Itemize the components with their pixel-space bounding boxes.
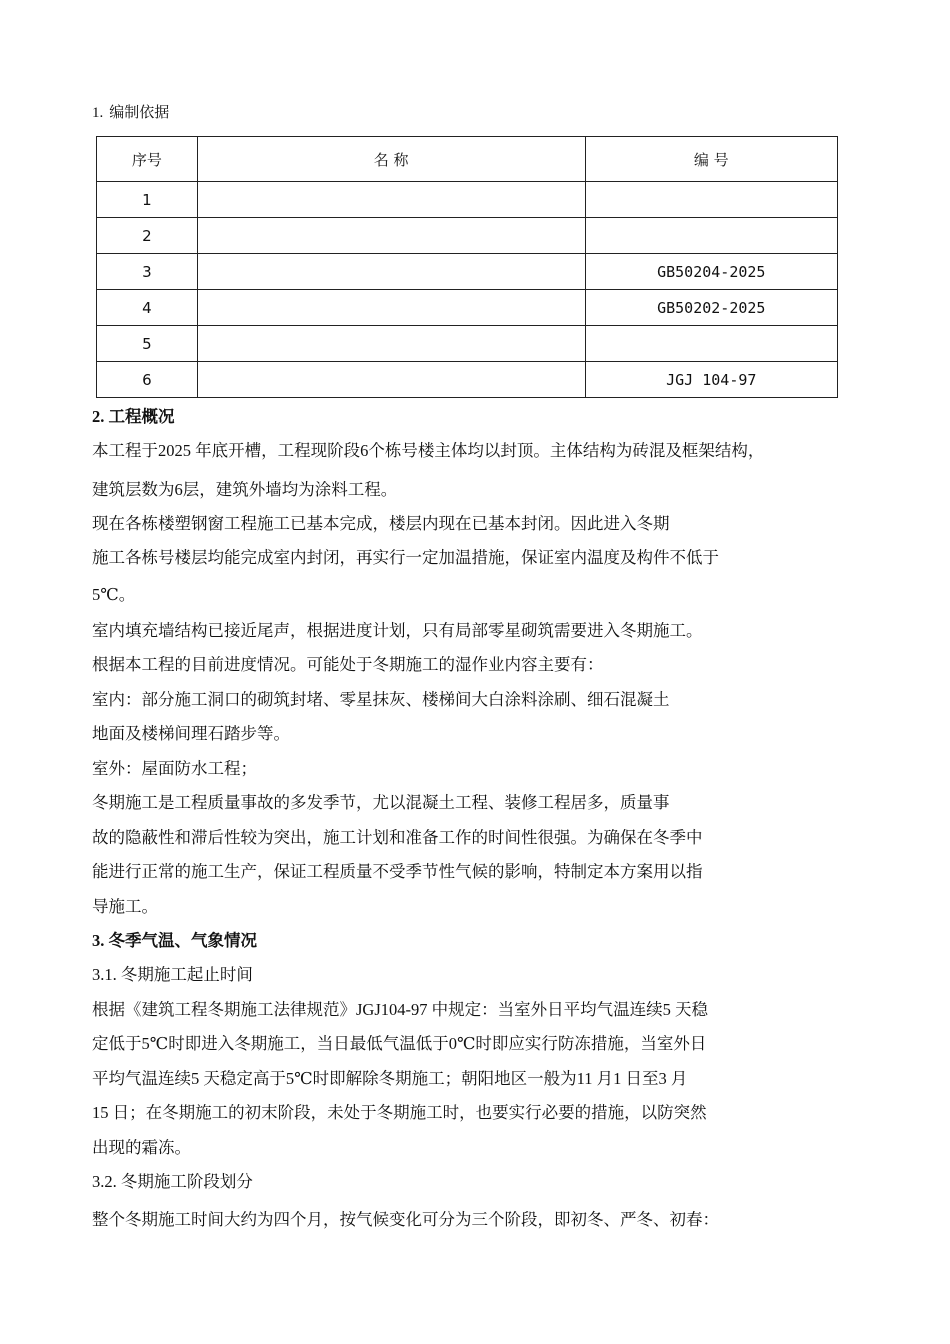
section-1-heading <box>92 101 169 122</box>
paragraph-line: 出现的霜冻。 <box>92 1138 191 1157</box>
paragraph-line: 定低于5℃时即进入冬期施工，当日最低气温低于0℃时即应实行防冻措施，当室外日 <box>92 1034 707 1053</box>
cell-code <box>585 326 837 362</box>
cell-name <box>197 362 585 398</box>
cell-serial: 5 <box>97 326 198 362</box>
paragraph-line: 冬期施工是工程质量事故的多发季节，尤以混凝土工程、装修工程居多，质量事 <box>92 793 670 812</box>
paragraph-line: 室外：屋面防水工程； <box>92 759 257 778</box>
paragraph-line: 导施工。 <box>92 897 158 916</box>
cell-serial: 3 <box>97 254 198 290</box>
paragraph-line: 能进行正常的施工生产，保证工程质量不受季节性气候的影响，特制定本方案用以指 <box>92 862 703 881</box>
section-1-number: 1. <box>92 105 104 121</box>
cell-serial: 1 <box>97 182 198 218</box>
table-row <box>97 182 838 218</box>
section-2-heading: 2. 工程概况 <box>92 407 175 426</box>
cell-code <box>585 182 837 218</box>
paragraph-line: 室内填充墙结构已接近尾声，根据进度计划，只有局部零星砌筑需要进入冬期施工。 <box>92 621 703 640</box>
paragraph-line: 地面及楼梯间理石踏步等。 <box>92 724 290 743</box>
table-row <box>97 326 838 362</box>
paragraph-line: 5℃。 <box>92 585 136 604</box>
section-1-title: 编制依据 <box>109 103 170 121</box>
paragraph-line: 15 日；在冬期施工的初末阶段，未处于冬期施工时，也要实行必要的措施，以防突然 <box>92 1103 707 1122</box>
cell-code <box>585 218 837 254</box>
cell-serial: 2 <box>97 218 198 254</box>
header-code: 编 号 <box>585 137 837 182</box>
table-row <box>97 290 838 326</box>
paragraph-line: 施工各栋号楼层均能完成室内封闭，再实行一定加温措施，保证室内温度及构件不低于 <box>92 548 719 567</box>
paragraph-line: 平均气温连续5 天稳定高于5℃时即解除冬期施工；朝阳地区一般为11 月1 日至3 月 <box>92 1069 688 1088</box>
table-row <box>97 254 838 290</box>
paragraph-line: 根据本工程的目前进度情况。可能处于冬期施工的湿作业内容主要有： <box>92 655 604 674</box>
paragraph-line: 整个冬期施工时间大约为四个月，按气候变化可分为三个阶段，即初冬、严冬、初春： <box>92 1210 719 1229</box>
cell-serial: 6 <box>97 362 198 398</box>
reference-table <box>96 136 838 398</box>
cell-serial: 4 <box>97 290 198 326</box>
cell-code: JGJ 104-97 <box>585 362 837 398</box>
subsection-3-1-heading: 3.1. 冬期施工起止时间 <box>92 965 253 984</box>
table-row <box>97 218 838 254</box>
cell-name <box>197 218 585 254</box>
header-name: 名 称 <box>197 137 585 182</box>
cell-name <box>197 182 585 218</box>
paragraph-line: 现在各栋楼塑钢窗工程施工已基本完成，楼层内现在已基本封闭。因此进入冬期 <box>92 514 670 533</box>
cell-name <box>197 254 585 290</box>
paragraph-line: 故的隐蔽性和滞后性较为突出，施工计划和准备工作的时间性很强。为确保在冬季中 <box>92 828 703 847</box>
cell-name <box>197 326 585 362</box>
subsection-3-2-heading: 3.2. 冬期施工阶段划分 <box>92 1172 253 1191</box>
cell-code: GB50204-2025 <box>585 254 837 290</box>
cell-code: GB50202-2025 <box>585 290 837 326</box>
table-row <box>97 362 838 398</box>
table-header-row <box>97 137 838 182</box>
cell-name <box>197 290 585 326</box>
paragraph-line: 本工程于2025 年底开槽，工程现阶段6个栋号楼主体均以封顶。主体结构为砖混及框架结构， <box>92 441 765 460</box>
paragraph-line: 建筑层数为6层，建筑外墙均为涂料工程。 <box>92 480 398 499</box>
paragraph-line: 根据《建筑工程冬期施工法律规范》JGJ104-97 中规定：当室外日平均气温连续5 天稳 <box>92 1000 709 1019</box>
section-3-heading: 3. 冬季气温、气象情况 <box>92 931 257 950</box>
paragraph-line: 室内：部分施工洞口的砌筑封堵、零星抹灰、楼梯间大白涂料涂刷、细石混凝土 <box>92 690 670 709</box>
header-serial: 序号 <box>97 137 198 182</box>
